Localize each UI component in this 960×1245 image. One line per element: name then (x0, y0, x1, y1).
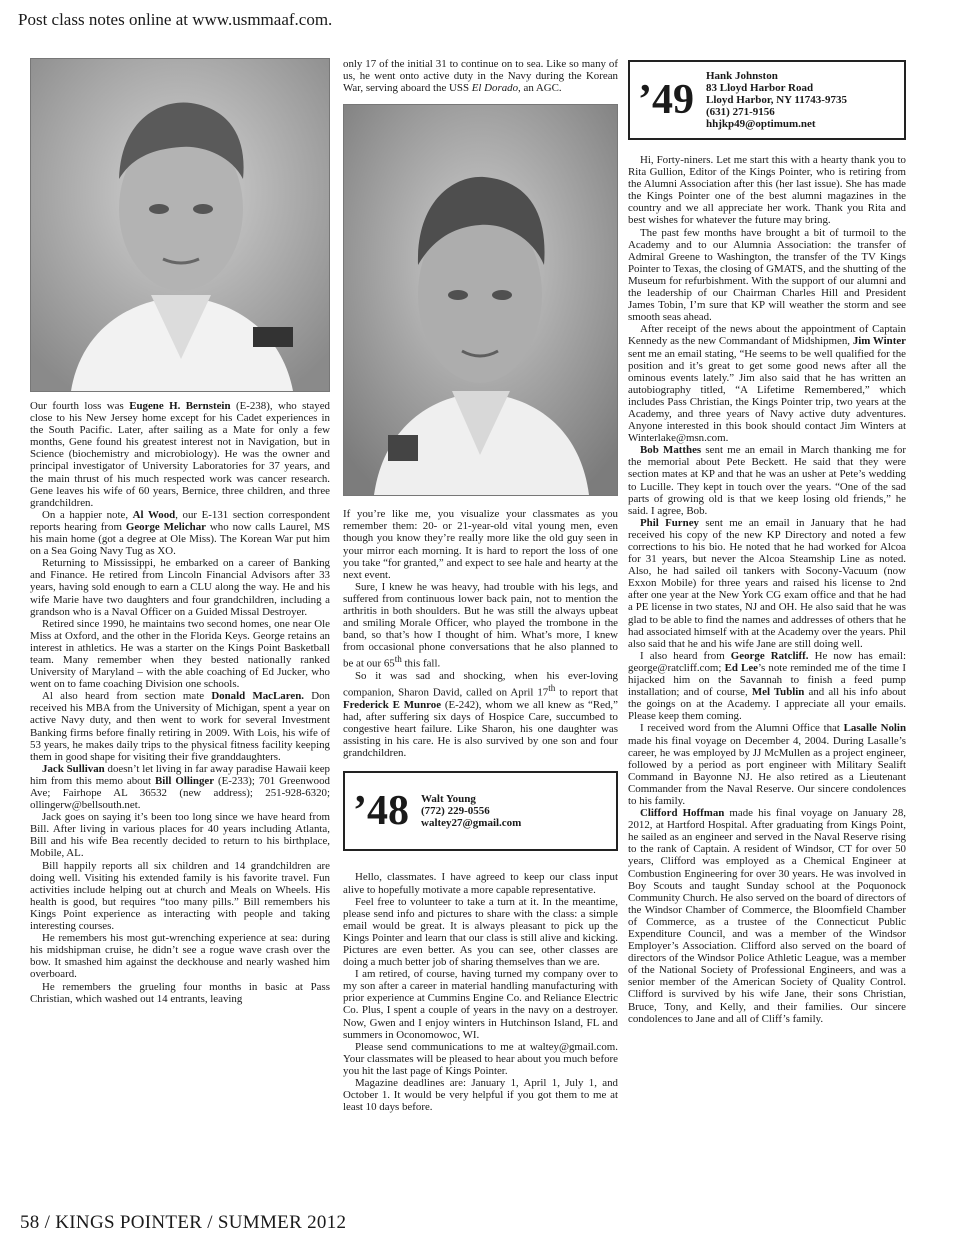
class-year: ’49 (638, 77, 694, 123)
paragraph: Jack Sullivan doesn’t let living in far away paradise Hawaii keep him from this memo about Bill Ollinger (E-233); 701 Greenwood Ave; Fairhope AL 36532 (new address); 251-928-6320; ollingerw@bellsouth.net. (30, 762, 330, 812)
paragraph: Jack goes on saying it’s been too long since we have heard from Bill. After living in various places for 40 years including Atlanta, Bill and his wife Bea recently decided to return to his birthplace, Mobile, AL. (30, 811, 330, 860)
paragraph: Our fourth loss was Eugene H. Bernstein (E-238), who stayed close to his New Jersey home except for his Cadet experiences in the South Pacific. Later, after sailing as a Mate for only a few months, Gene found his greatest interest not in Navigation, but in Science (biochemistry and microbiology). He was the owner and principal investigator of University Laboratories for 37 years, and the main thrust of his much respected work was cancer research. Gene leaves his wife of 60 years, Bernice, three children, and three grandchildren. (30, 400, 330, 509)
paragraph: I received word from the Alumni Office that Lasalle Nolin made his final voyage on December 4, 2004. During Lasalle’s career, he was employed by JJ McMullen as a project engineer, followed by a period as port engineer with Military Sealift Command in Bayonne NJ. He also retired as a Lieutenant Commander from the Naval Reserve. Our sincere condolences to his family. (628, 722, 907, 807)
photo-eugene-bernstein (30, 58, 330, 392)
correspondent-name: Hank Johnston (706, 70, 778, 82)
correspondent-email: waltey27@gmail.com (421, 817, 522, 830)
paragraph: Retired since 1990, he maintains two second homes, one near Ole Miss at Oxford, and the other in the Florida Keys. George retains an interest in athletics. He was a starter on the Kings Point Basketball team. Many remember when they bested nationally ranked University of Maryland – with the able coaching of Ed Jucker, who went on to fame coaching Division one schools. (30, 617, 330, 691)
paragraph: I am retired, of course, having turned my company over to my son after a career in material handling manufacturing with prior experience at Cummins Engine Co. and Reliance Electric Co. Plus, I spent a couple of years in the navy on a destroyer. Now, Gwen and I enjoy winters in Hutchinson Island, FL and summers in Oconomowoc, WI. (343, 968, 618, 1041)
paragraph: Please send communications to me at waltey@gmail.com. Your classmates will be pleased to hear about you much before you hit the last page of Kings Pointer. (343, 1040, 618, 1077)
portrait-illustration (344, 105, 617, 495)
paragraph: On a happier note, Al Wood, our E-131 section correspondent reports hearing from George Melichar who now calls Laurel, MS his main home (got a degree at Ole Miss). The Korean War put him on a Sea Going Navy Tug as XO. (30, 508, 330, 558)
paragraph: So it was sad and shocking, when his ever-loving companion, Sharon David, called on April 17th to report that Frederick E Munroe (E-242), whom we all knew as “Red,” had, after suffering six days of Hospice Care, succumbed to congestive heart failure. Like Sharon, his one daughter was assisting in his care. He is also survived by one son and four grandchildren. (343, 670, 618, 760)
paragraph: The past few months have brought a bit of turmoil to the Academy and to our Alumnia Association: the transfer of Admiral Greene to Washington, the transfer of the TV Kings Pointer to Texas, the closing of GMATS, and the shutting of the Museum for refurbishment. With the support of our alumni and the leadership of our Chairman Charles Hill and President James Tobin, I’m sure that KP will weather the storm and see smooth seas ahead. (628, 226, 906, 324)
paragraph: Returning to Mississippi, he embarked on a career of Banking and Finance. He retired from Lincoln Financial Advisors after 33 years, having sold enough to earn a CLU along the way. He and his wife Marie have two daughters and four grandchildren, including a grandson who is a Naval Officer on a Guided Missal Destroyer. (30, 557, 330, 618)
paragraph: Clifford Hoffman made his final voyage on January 28, 2012, at Hartford Hospital. After graduating from Kings Point, he sailed as an engineer and served in the Naval Reserve rising to the rank of Captain. A resident of Windsor, CT for over 50 years, Clifford was employed as a Chemical Engineer at Combustion Engineering for over 30 years. He was involved in Boy Scouts and taught Sunday school at the Poquonock Community Church. He also served on the board of directors of the Windsor Chamber of Commerce, the Bloomfield Chamber of Commerce, as a trustee of the Connecticut Public Expenditure Council, and was a member of the Windsor Employer’s Association. Clifford also served on the board of directors of the Windsor Police Athletic League, was a member of the National Society of Professional Engineers, and was a senior member of the American Society of Quality Control. Clifford is survived by his wife Jane, their sons Christian, Bruce, Tony, and Kelly, and their families. Our sincere condolences to Jane and all of Cliff’s family. (628, 807, 906, 1025)
paragraph: He remembers his most gut-wrenching experience at sea: during his midshipman cruise, he didn’t see a rogue wave crash over the bow. It smashed him against the deckhouse and nearly washed him overboard. (30, 932, 330, 981)
paragraph: Bill happily reports all six children and 14 grandchildren are doing well. Visiting his extended family is his favorite travel. Fun activities include helping out at church and Meals on Wheels. His health is good, but requires “too many pills.” Bill remembers his Kings Point experience as interacting with people and taking interesting courses. (30, 859, 330, 933)
class-49-contact-box (628, 60, 906, 140)
column-1 (30, 58, 330, 1005)
portrait-illustration (31, 59, 329, 391)
photo-frederick-munroe (343, 104, 618, 496)
paragraph: Al also heard from section mate Donald MacLaren. Don received his MBA from the University of Michigan, spent a year on active Navy duty, and then went to work for several Investment Banking firms before finally retiring in 2009. With Lois, his wife of 53 years, he makes daily trips to the physical fitness facility keeping them in good shape for visiting their five granddaughters. (30, 690, 330, 763)
paragraph: Hi, Forty-niners. Let me start this with a hearty thank you to Rita Gullion, Editor of the Kings Pointer, who is retiring from the Alumni Association after this (her last issue). She has made the Kings Pointer one of the best alumni magazines in the country and we all appreciate her work. Thank you Rita and best wishes for whatever the future may bring. (628, 154, 906, 227)
column-2 (343, 58, 618, 1113)
paragraph: Sure, I knew he was heavy, had trouble with his legs, and suffered from continuous lower back pain, not to mention the arthritis in both shoulders. But he was still the always upbeat and smiling Morale Officer, who played the trombone in the band, so that’s how I thought of him. What’s more, I knew from occasional phone conversations that he also planned to be at our 65th this fall. (343, 580, 618, 671)
paragraph: I also heard from George Ratcliff. He now has email: george@ratcliff.com; Ed Lee’s note reminded me of the time I hijacked him on the Savannah to finish a feed pump installation; and of course, Mel Tublin and all his info about the goings on at the Academy. I appreciate all your emails. Please keep them coming. (628, 649, 906, 723)
correspondent-contact (706, 70, 847, 130)
class-48-contact-box (343, 771, 618, 851)
paragraph: If you’re like me, you visualize your classmates as you remember them: 20- or 21-year-old vital young men, even though you know they’re really more like the old guy seen in your mirror each morning. It is hard to report the loss of one you take “for granted,” and expect to see hale and hearty at the next event. (343, 508, 618, 581)
paragraph: Magazine deadlines are: January 1, April 1, July 1, and October 1. It would be very helpful if you got them to me at least 10 days before. (343, 1077, 618, 1114)
paragraph: He remembers the grueling four months in basic at Pass Christian, which washed out 14 entrants, leaving (30, 980, 330, 1005)
paragraph: Hello, classmates. I have agreed to keep our class input alive to hopefully motivate a more capable representative. (343, 871, 618, 896)
column-3 (628, 58, 906, 1025)
correspondent-contact (421, 793, 521, 829)
paragraph: only 17 of the initial 31 to continue on to sea. Like so many of us, he went onto active duty in the Navy during the Korean War, serving aboard the USS El Dorado, an AGC. (343, 58, 618, 95)
correspondent-address-line-2: Lloyd Harbor, NY 11743-9735 (706, 94, 847, 106)
correspondent-email: hhjkp49@optimum.net (706, 118, 816, 130)
paragraph: Phil Furney sent me an email in January that he had received his copy of the new KP Directory and noted a few corrections to his bio. He noted that he had worked for Alcoa for 31 years, but never the Alcoa Steamship Line as noted. Also, he had sailed oil tankers with Socony-Vacuum (now Exxon Mobile) for three years and raised his license to 2nd after one year at the New York CG exam office and that he had a PE license in two states, NJ and OH. He also said that he was glad to be able to find the names and addresses of others that he had associated himself with at the Academy over the years. Phil also said that he and his wife Jane are still doing well. (628, 516, 906, 650)
correspondent-phone: (772) 229-0556 (421, 805, 490, 818)
paragraph: Feel free to volunteer to take a turn at it. In the meantime, please send info and pictures to share with the class: a simple email would be great. It is always pleasant to pick up the Kings Pointer and learn that our class is still alive and kicking. Pictures are even better. As you can see, other classes are doing a much better job of sharing themselves than we are. (343, 895, 618, 969)
correspondent-address-line-1: 83 Lloyd Harbor Road (706, 82, 814, 94)
correspondent-name: Walt Young (421, 793, 476, 806)
paragraph: After receipt of the news about the appointment of Captain Kennedy as the new Commandant of Midshipmen, Jim Winter sent me an email stating, “He seems to be well qualified for the position and it’s great to get some good news after all the ominous events lately.” Jim also said that he has written an autobiography titled, “A Lifetime Remembered,” which includes Pass Christian, the Kings Pointer trip, two years at the Academy, and three years of Navy active duty adventures. Anyone interested in this book should contact Jim Winters at Winterlake@msn.com. (628, 323, 907, 445)
class-year: ’48 (353, 788, 409, 835)
correspondent-phone: (631) 271-9156 (706, 106, 775, 118)
page-footer: 58 / KINGS POINTER / SUMMER 2012 (20, 1212, 347, 1233)
page-header: Post class notes online at www.usmmaaf.com. (18, 10, 333, 29)
paragraph: Bob Matthes sent me an email in March thanking me for the memorial about Pete Beckett. He said that they were section mates at KP and that he was an usher at Pete’s wedding to Lucille. They kept in touch over the years. “One of the sad parts of growing old is that we keep losing old friends,” he said. I agree, Bob. (628, 444, 906, 517)
